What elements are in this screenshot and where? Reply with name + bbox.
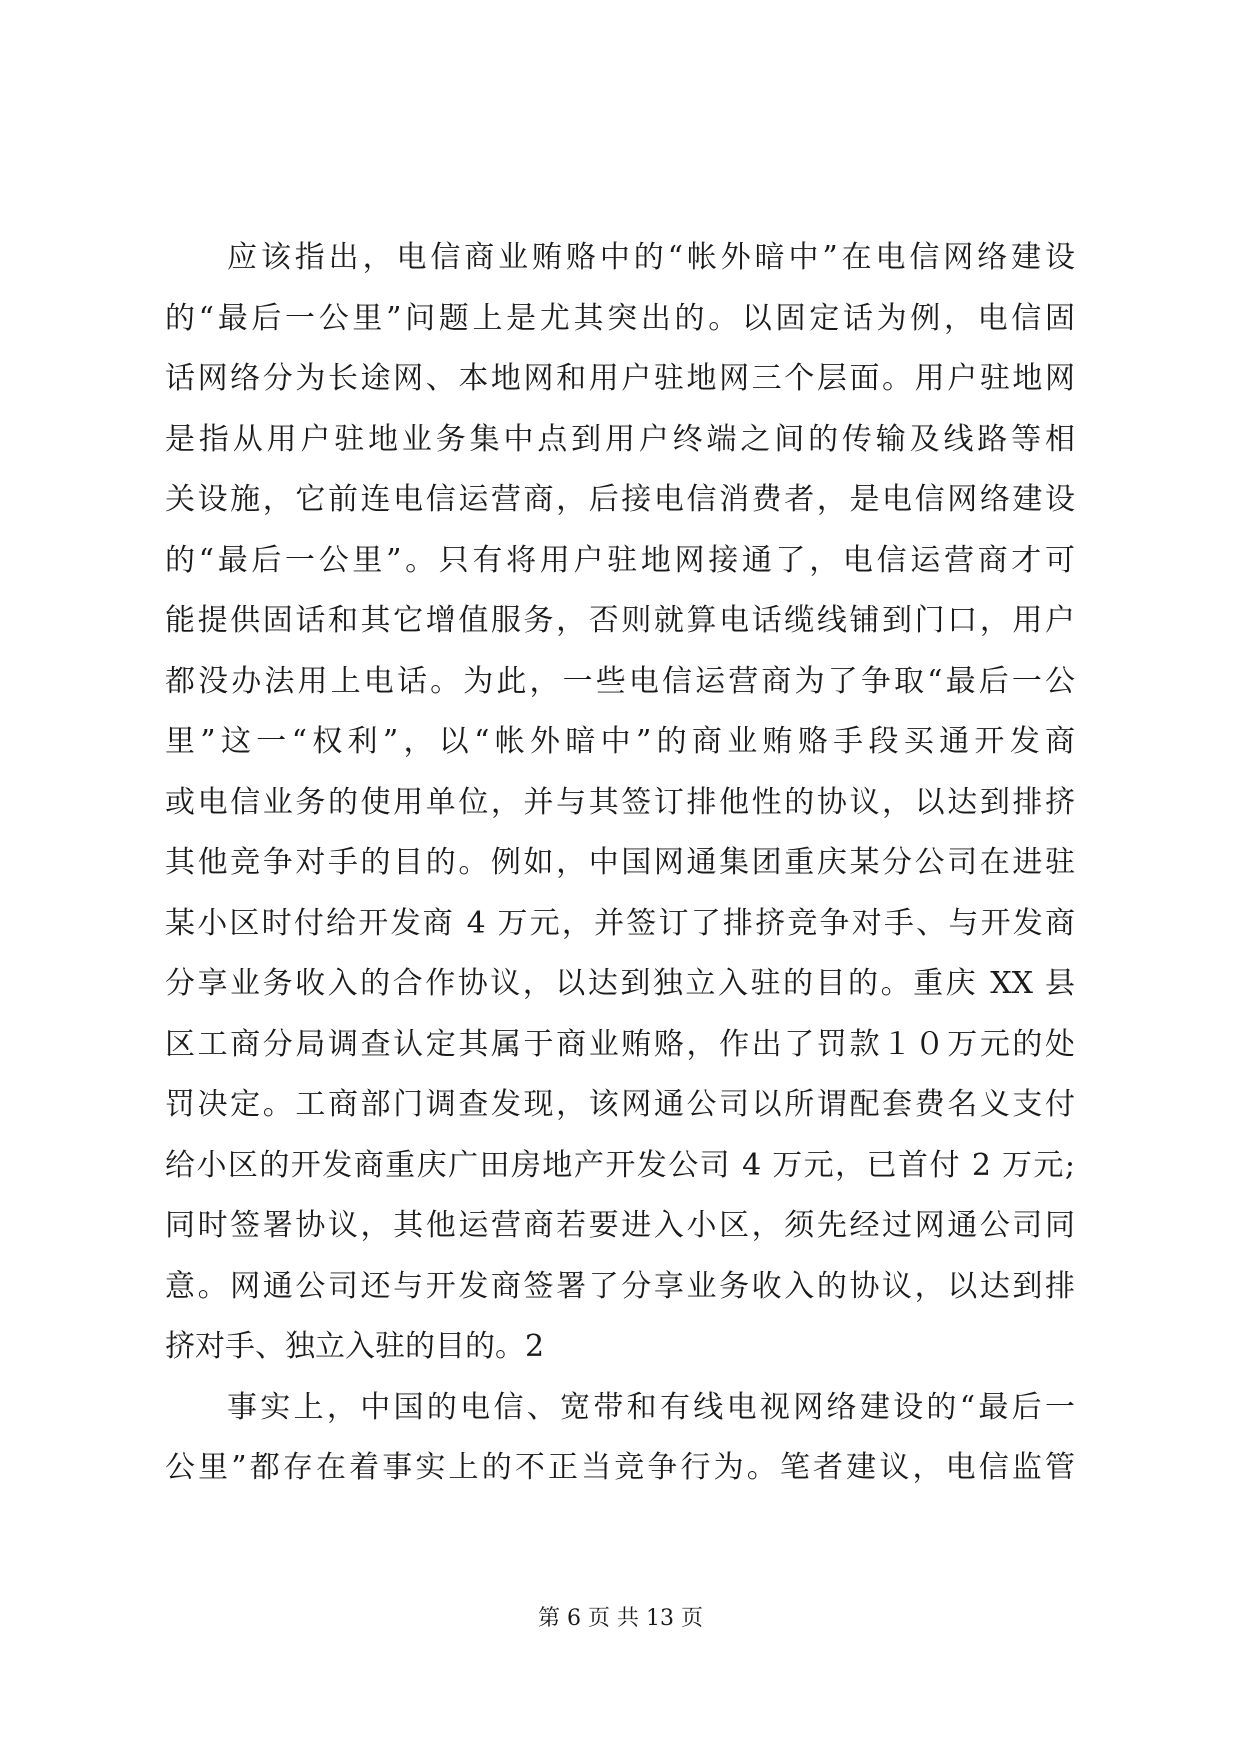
text-line: 关设施，它前连电信运营商，后接电信消费者，是电信网络建设 xyxy=(165,482,1075,517)
text-line: 都没办法用上电话。为此，一些电信运营商为了争取“最后一公 xyxy=(165,663,1075,699)
text-line: 的“最后一公里”。只有将用户驻地网接通了，电信运营商才可 xyxy=(165,542,1075,578)
paragraph xyxy=(165,228,1075,1378)
page-number-label: 第 6 页 共 13 页 xyxy=(538,1606,703,1631)
text-line: 区工商分局调查认定其属于商业贿赂，作出了罚款１０万元的处 xyxy=(165,1026,1075,1062)
paragraph xyxy=(165,1378,1075,1499)
text-line: 挤对手、独立入驻的目的。2 xyxy=(165,1329,545,1364)
text-line: 里”这一“权利”，以“帐外暗中”的商业贿赂手段买通开发商 xyxy=(165,724,1075,759)
text-line: 的“最后一公里”问题上是尤其突出的。以固定话为例，电信固 xyxy=(165,300,1075,336)
text-line: 罚决定。工商部门调查发现，该网通公司以所谓配套费名义支付 xyxy=(165,1087,1075,1122)
text-line: 分享业务收入的合作协议，以达到独立入驻的目的。重庆 XX 县 xyxy=(165,966,1075,1001)
text-line: 是指从用户驻地业务集中点到用户终端之间的传输及线路等相 xyxy=(165,421,1075,457)
text-line: 或电信业务的使用单位，并与其签订排他性的协议，以达到排挤 xyxy=(165,784,1075,820)
text-line: 意。网通公司还与开发商签署了分享业务收入的协议，以达到排 xyxy=(165,1268,1075,1304)
text-line: 能提供固话和其它增值服务，否则就算电话缆线铺到门口，用户 xyxy=(165,603,1075,638)
text-line: 话网络分为长途网、本地网和用户驻地网三个层面。用户驻地网 xyxy=(165,361,1075,396)
text-line: 给小区的开发商重庆广田房地产开发公司 4 万元，已首付 2 万元; xyxy=(165,1147,1075,1183)
page-footer xyxy=(0,1604,1241,1634)
text-line: 公里”都存在着事实上的不正当竞争行为。笔者建议，电信监管 xyxy=(165,1450,1075,1485)
text-line: 事实上，中国的电信、宽带和有线电视网络建设的“最后一 xyxy=(227,1389,1075,1425)
text-line: 应该指出，电信商业贿赂中的“帐外暗中”在电信网络建设 xyxy=(227,240,1075,275)
body-text xyxy=(165,228,1075,1499)
text-line: 同时签署协议，其他运营商若要进入小区，须先经过网通公司同 xyxy=(165,1208,1075,1243)
text-line: 其他竞争对手的目的。例如，中国网通集团重庆某分公司在进驻 xyxy=(165,845,1075,880)
text-line: 某小区时付给开发商 4 万元，并签订了排挤竞争对手、与开发商 xyxy=(165,905,1075,941)
